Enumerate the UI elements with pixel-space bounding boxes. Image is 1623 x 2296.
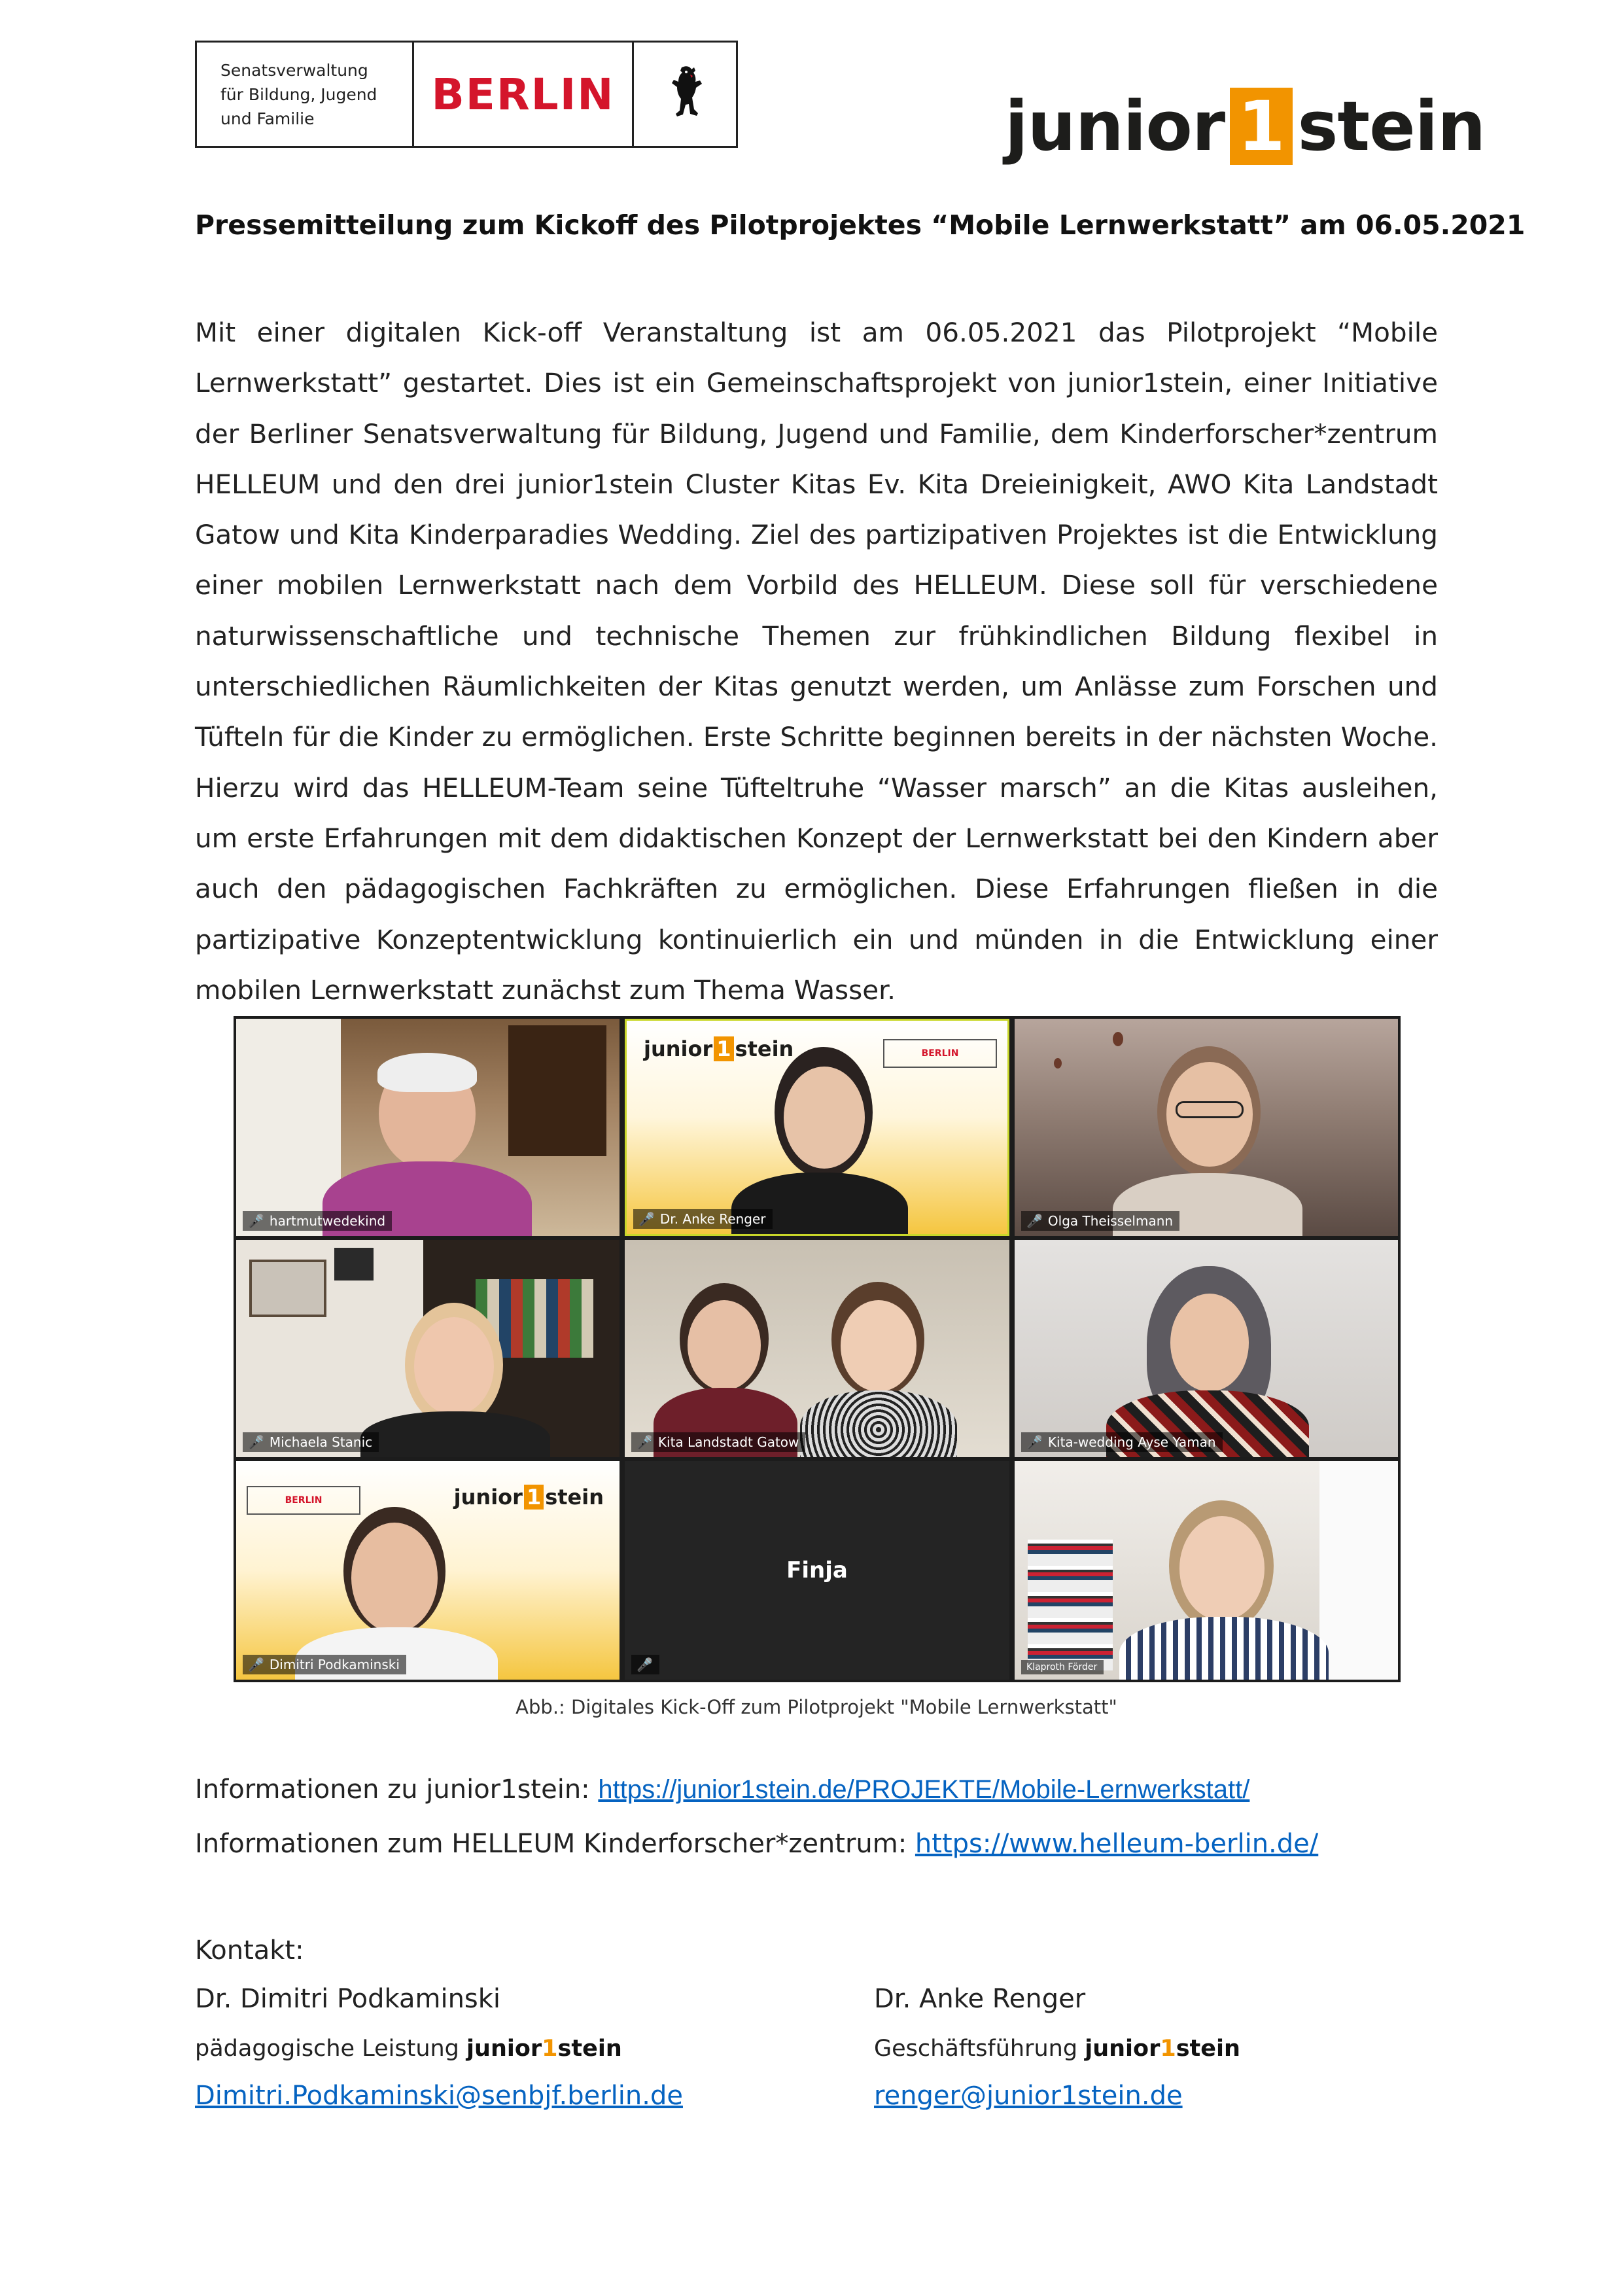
junior1stein-brand: junior1stein <box>466 2036 622 2062</box>
berlin-wordmark: BERLIN <box>431 69 615 120</box>
participant-name-label <box>631 1432 805 1452</box>
contact-left-name: Dr. Dimitri Podkaminski <box>195 1984 501 2014</box>
junior1stein-logo-stein: stein <box>1297 86 1486 166</box>
contact-right-email-link[interactable]: renger@junior1stein.de <box>874 2081 1183 2111</box>
figure-caption: Abb.: Digitales Kick-Off zum Pilotprojekt "Mobile Lernwerkstatt" <box>515 1696 1117 1718</box>
muted-microphone-icon: 🎤 <box>1026 1434 1043 1450</box>
info-line-helleum <box>195 1829 1318 1859</box>
senatsverwaltung-logo <box>195 41 738 148</box>
senat-logo-text: Senatsverwaltung für Bildung, Jugend und Familie <box>220 60 377 128</box>
video-tile <box>236 1019 620 1236</box>
participant-name-label <box>633 1209 773 1229</box>
contact-left-email-link[interactable]: Dimitri.Podkaminski@senbjf.berlin.de <box>195 2081 683 2111</box>
participant-name-label <box>243 1655 406 1674</box>
contact-right-role: Geschäftsführung junior1stein <box>874 2036 1240 2062</box>
muted-microphone-icon: 🎤 <box>638 1211 655 1227</box>
video-tile <box>625 1019 1009 1236</box>
contact-heading: Kontakt: <box>195 1935 304 1966</box>
participant-name: Kita-wedding Ayse Yaman <box>1047 1434 1216 1450</box>
participant-name-label <box>1021 1211 1179 1231</box>
muted-microphone-icon: 🎤 <box>248 1213 264 1229</box>
muted-microphone-icon: 🎤 <box>637 1657 653 1672</box>
contact-right-name: Dr. Anke Renger <box>874 1984 1086 2014</box>
video-tile <box>1015 1019 1398 1236</box>
tile-senat-logo: BERLIN <box>247 1486 360 1515</box>
tile-brand-logo: junior 1 stein <box>453 1485 604 1510</box>
berlin-bear-icon <box>664 63 706 126</box>
tile-senat-logo: BERLIN <box>883 1039 997 1068</box>
participant-name: hartmutwedekind <box>269 1213 386 1229</box>
contact-left-role: pädagogische Leistung junior1stein <box>195 2036 622 2062</box>
participant-name-label <box>631 1655 659 1674</box>
info-line-junior1stein <box>195 1775 1249 1805</box>
junior1stein-logo-one: 1 <box>1230 88 1292 165</box>
video-tile <box>1015 1240 1398 1457</box>
video-conference-screenshot <box>234 1016 1401 1682</box>
participant-name-label <box>1021 1432 1223 1452</box>
helleum-website-link[interactable]: https://www.helleum-berlin.de/ <box>915 1829 1319 1859</box>
muted-microphone-icon: 🎤 <box>248 1657 264 1672</box>
participant-name: Dr. Anke Renger <box>659 1211 766 1227</box>
video-tile <box>236 1240 620 1457</box>
participant-name: Kita Landstadt Gatow <box>657 1434 799 1450</box>
participant-name-label <box>243 1432 379 1452</box>
participant-name-label <box>243 1211 392 1231</box>
tile-brand-logo: junior 1 stein <box>644 1036 794 1061</box>
participant-name: Dimitri Podkaminski <box>269 1657 400 1672</box>
participant-name-placeholder: Finja <box>786 1557 848 1583</box>
junior1stein-project-link[interactable]: https://junior1stein.de/PROJEKTE/Mobile-Lernwerkstatt/ <box>598 1775 1250 1804</box>
info-label: Informationen zu junior1stein: <box>195 1775 599 1805</box>
muted-microphone-icon: 🎤 <box>248 1434 264 1450</box>
contact-right-email-line <box>874 2081 1183 2111</box>
junior1stein-brand: junior1stein <box>1085 2036 1240 2062</box>
participant-name: Klaproth Förder <box>1026 1662 1098 1672</box>
contact-left-email-line <box>195 2081 683 2111</box>
info-label: Informationen zum HELLEUM Kinderforscher*zentrum: <box>195 1829 915 1859</box>
muted-microphone-icon: 🎤 <box>1026 1213 1043 1229</box>
participant-name-label <box>1021 1660 1104 1674</box>
muted-microphone-icon: 🎤 <box>637 1434 653 1450</box>
video-tile <box>236 1461 620 1680</box>
video-tile <box>625 1240 1009 1457</box>
video-tile <box>625 1461 1009 1680</box>
participant-name: Olga Theisselmann <box>1047 1213 1174 1229</box>
junior1stein-logo-junior: junior <box>1005 86 1225 166</box>
body-paragraph: Mit einer digitalen Kick-off Veranstaltung ist am 06.05.2021 das Pilotprojekt “Mobile Lernwerkstatt” gestartet. Dies ist ein Gemeinschaftsprojekt von junior1stein, einer Initiative der Berliner Senatsverwaltung für Bildung, Jugend und Familie, dem Kinderforscher*zentrum HELLEUM und den drei junior1stein Cluster Kitas Ev. Kita Dreieinigkeit, AWO Kita Landstadt Gatow und Kita Kinderparadies Wedding. Ziel des partizipativen Projektes ist die Entwicklung einer mobilen Lernwerkstatt nach dem Vorbild des HELLEUM. Diese soll für verschiedene naturwissenschaftliche und technische Themen zur frühkindlichen Bildung flexibel in unterschiedlichen Räumlichkeiten der Kitas genutzt werden, um Anlässe zum Forschen und Tüfteln für die Kinder zu ermöglichen. Erste Schritte beginnen bereits in der nächsten Woche. Hierzu wird das HELLEUM-Team seine Tüfteltruhe “Wasser marsch” an die Kitas ausleihen, um erste Erfahrungen mit dem didaktischen Konzept der Lernwerkstatt bei den Kindern aber auch den pädagogischen Fachkräften zu ermöglichen. Diese Erfahrungen fließen in die partizipative Konzeptentwicklung kontinuierlich ein und münden in die Entwicklung einer mobilen Lernwerkstatt zunächst zum Thema Wasser. <box>195 317 1438 1006</box>
video-tile <box>1015 1461 1398 1680</box>
press-release-title: Pressemitteilung zum Kickoff des Pilotprojektes “Mobile Lernwerkstatt” am 06.05.2021 <box>195 209 1526 241</box>
participant-name: Michaela Stanic <box>269 1434 373 1450</box>
junior1stein-logo <box>1005 84 1485 169</box>
